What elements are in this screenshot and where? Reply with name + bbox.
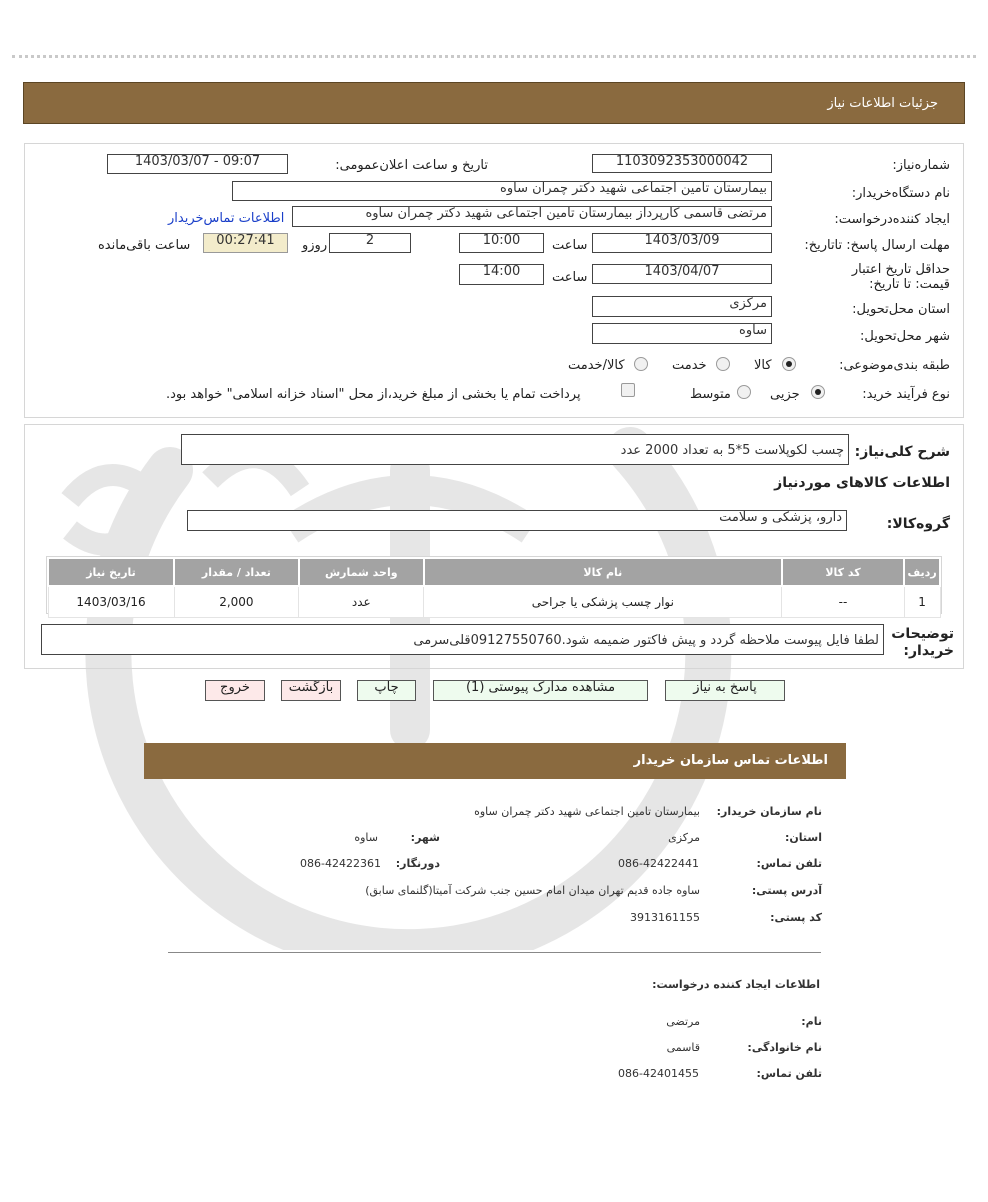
- contact-fax-value: 086-42422361: [300, 857, 381, 870]
- contact-address-label: آدرس پستی:: [751, 884, 822, 897]
- table-row: [48, 586, 940, 618]
- deadline-time-label: ساعت: [552, 238, 588, 253]
- contact-city-value: ساوه: [354, 831, 378, 844]
- need-number-field: 1103092353000042: [592, 154, 772, 173]
- remaining-label: ساعت باقی‌مانده: [98, 238, 191, 253]
- buyer-notes-field: لطفا فایل پیوست ملاحظه گردد و پیش فاکتور ضمیمه شود.09127550760قلی‌سرمی: [41, 624, 884, 655]
- category-radio-service[interactable]: [716, 357, 730, 371]
- contact-fax-label: دورنگار:: [395, 857, 440, 870]
- city-label: شهر محل‌تحویل:: [860, 329, 950, 344]
- contact-phone-label: تلفن تماس:: [756, 857, 822, 870]
- creator-phone-value: 086-42401455: [618, 1067, 699, 1080]
- days-field: 2: [329, 233, 411, 253]
- page-header: [23, 82, 965, 124]
- remaining-timer: 00:27:41: [203, 233, 288, 253]
- process-label: نوع فرآیند خرید:: [862, 387, 950, 402]
- page-title: جزئیات اطلاعات نیاز: [827, 96, 938, 111]
- contact-divider: [168, 952, 821, 953]
- col-header-name: نام کالا: [424, 558, 782, 586]
- contact-title: اطلاعات تماس سازمان خریدار: [633, 753, 828, 768]
- top-divider: [12, 55, 976, 58]
- process-option-minor: جزیی: [770, 387, 800, 402]
- back-button[interactable]: بازگشت: [281, 680, 341, 701]
- deadline-date-field: 1403/03/09: [592, 233, 772, 253]
- buyer-org-label: نام دستگاه‌خریدار:: [851, 186, 950, 201]
- cell-item-code: --: [782, 586, 904, 618]
- category-radio-both[interactable]: [634, 357, 648, 371]
- deadline-label: مهلت ارسال پاسخ: تاتاریخ:: [804, 238, 950, 253]
- contact-org-label: نام سازمان خریدار:: [716, 805, 822, 818]
- creator-label: ایجاد کننده‌درخواست:: [834, 212, 950, 227]
- contact-phone-value: 086-42422441: [618, 857, 699, 870]
- deadline-time-field: 10:00: [459, 233, 544, 253]
- cell-unit: عدد: [299, 586, 424, 618]
- items-table: [47, 557, 941, 618]
- price-valid-time-field: 14:00: [459, 264, 544, 285]
- creator-phone-label: تلفن تماس:: [756, 1067, 822, 1080]
- contact-org-value: بیمارستان تامین اجتماعی شهید دکتر چمران ساوه: [474, 805, 700, 818]
- category-label: طبقه بندی‌موضوعی:: [839, 358, 950, 373]
- col-header-qty: تعداد / مقدار: [174, 558, 299, 586]
- category-option-service: خدمت: [672, 358, 707, 373]
- group-label: گروه‌کالا:: [886, 516, 950, 532]
- announce-date-field: 1403/03/07 - 09:07: [107, 154, 288, 174]
- items-table-header: [48, 558, 940, 586]
- attachments-button[interactable]: مشاهده مدارک پیوستی (1): [433, 680, 648, 701]
- process-radio-minor[interactable]: [811, 385, 825, 399]
- col-header-date: تاریخ نیاز: [48, 558, 174, 586]
- col-header-unit: واحد شمارش: [299, 558, 424, 586]
- print-button[interactable]: چاپ: [357, 680, 416, 701]
- category-radio-goods[interactable]: [782, 357, 796, 371]
- need-number-label: شماره‌نیاز:: [892, 158, 950, 173]
- creator-info-title: اطلاعات ایجاد کننده درخواست:: [652, 978, 820, 991]
- contact-postal-value: 3913161155: [630, 911, 700, 924]
- col-header-code: کد کالا: [782, 558, 904, 586]
- category-option-goods: کالا: [754, 358, 772, 373]
- buyer-org-field: بیمارستان تامین اجتماعی شهید دکتر چمران ساوه: [232, 181, 772, 201]
- province-label: استان محل‌تحویل:: [852, 302, 950, 317]
- treasury-payment-note: پرداخت تمام یا بخشی از مبلغ خرید،از محل "اسناد خزانه اسلامی" خواهد بود.: [166, 387, 581, 402]
- buyer-contact-link[interactable]: اطلاعات تماس‌خریدار: [168, 211, 285, 226]
- process-radio-medium[interactable]: [737, 385, 751, 399]
- contact-city-label: شهر:: [410, 831, 440, 844]
- contact-header: [144, 743, 846, 779]
- col-header-row: ردیف: [904, 558, 940, 586]
- price-valid-date-field: 1403/04/07: [592, 264, 772, 284]
- exit-button[interactable]: خروج: [205, 680, 265, 701]
- contact-province-label: استان:: [785, 831, 822, 844]
- contact-province-value: مرکزی: [668, 831, 700, 844]
- items-section-title: اطلاعات کالاهای موردنیاز: [774, 475, 950, 491]
- category-option-both: کالا/خدمت: [568, 358, 625, 373]
- reply-button[interactable]: پاسخ به نیاز: [665, 680, 785, 701]
- creator-name-label: نام:: [801, 1015, 822, 1028]
- buyer-notes-label: توضیحات خریدار:: [891, 626, 954, 659]
- creator-family-label: نام خانوادگی:: [747, 1041, 822, 1054]
- summary-label: شرح کلی‌نیاز:: [854, 444, 950, 460]
- contact-postal-label: کد پستی:: [770, 911, 822, 924]
- creator-family-value: قاسمی: [666, 1041, 700, 1054]
- cell-quantity: 2,000: [174, 586, 299, 618]
- group-field: دارو، پزشکی و سلامت: [187, 510, 847, 531]
- summary-field: چسب لکوپلاست 5*5 به تعداد 2000 عدد: [181, 434, 849, 465]
- price-valid-label: حداقل تاریخ اعتبار قیمت: تا تاریخ:: [851, 262, 950, 292]
- days-label: روزو: [302, 238, 328, 253]
- process-option-medium: متوسط: [690, 387, 731, 402]
- creator-field: مرتضی قاسمی کارپرداز بیمارستان تامین اجتماعی شهید دکتر چمران ساوه: [292, 206, 772, 227]
- city-field: ساوه: [592, 323, 772, 344]
- contact-address-value: ساوه جاده قدیم تهران میدان امام حسین جنب شرکت آمیتا(گلنمای سابق): [365, 884, 700, 897]
- treasury-payment-checkbox[interactable]: [621, 383, 635, 397]
- cell-row-number: 1: [904, 586, 940, 618]
- cell-need-date: 1403/03/16: [48, 586, 174, 618]
- creator-name-value: مرتضی: [666, 1015, 700, 1028]
- province-field: مرکزی: [592, 296, 772, 317]
- announce-date-label: تاریخ و ساعت اعلان‌عمومی:: [335, 158, 488, 173]
- price-valid-time-label: ساعت: [552, 270, 588, 285]
- cell-item-name: نوار چسب پزشکی یا جراحی: [424, 586, 782, 618]
